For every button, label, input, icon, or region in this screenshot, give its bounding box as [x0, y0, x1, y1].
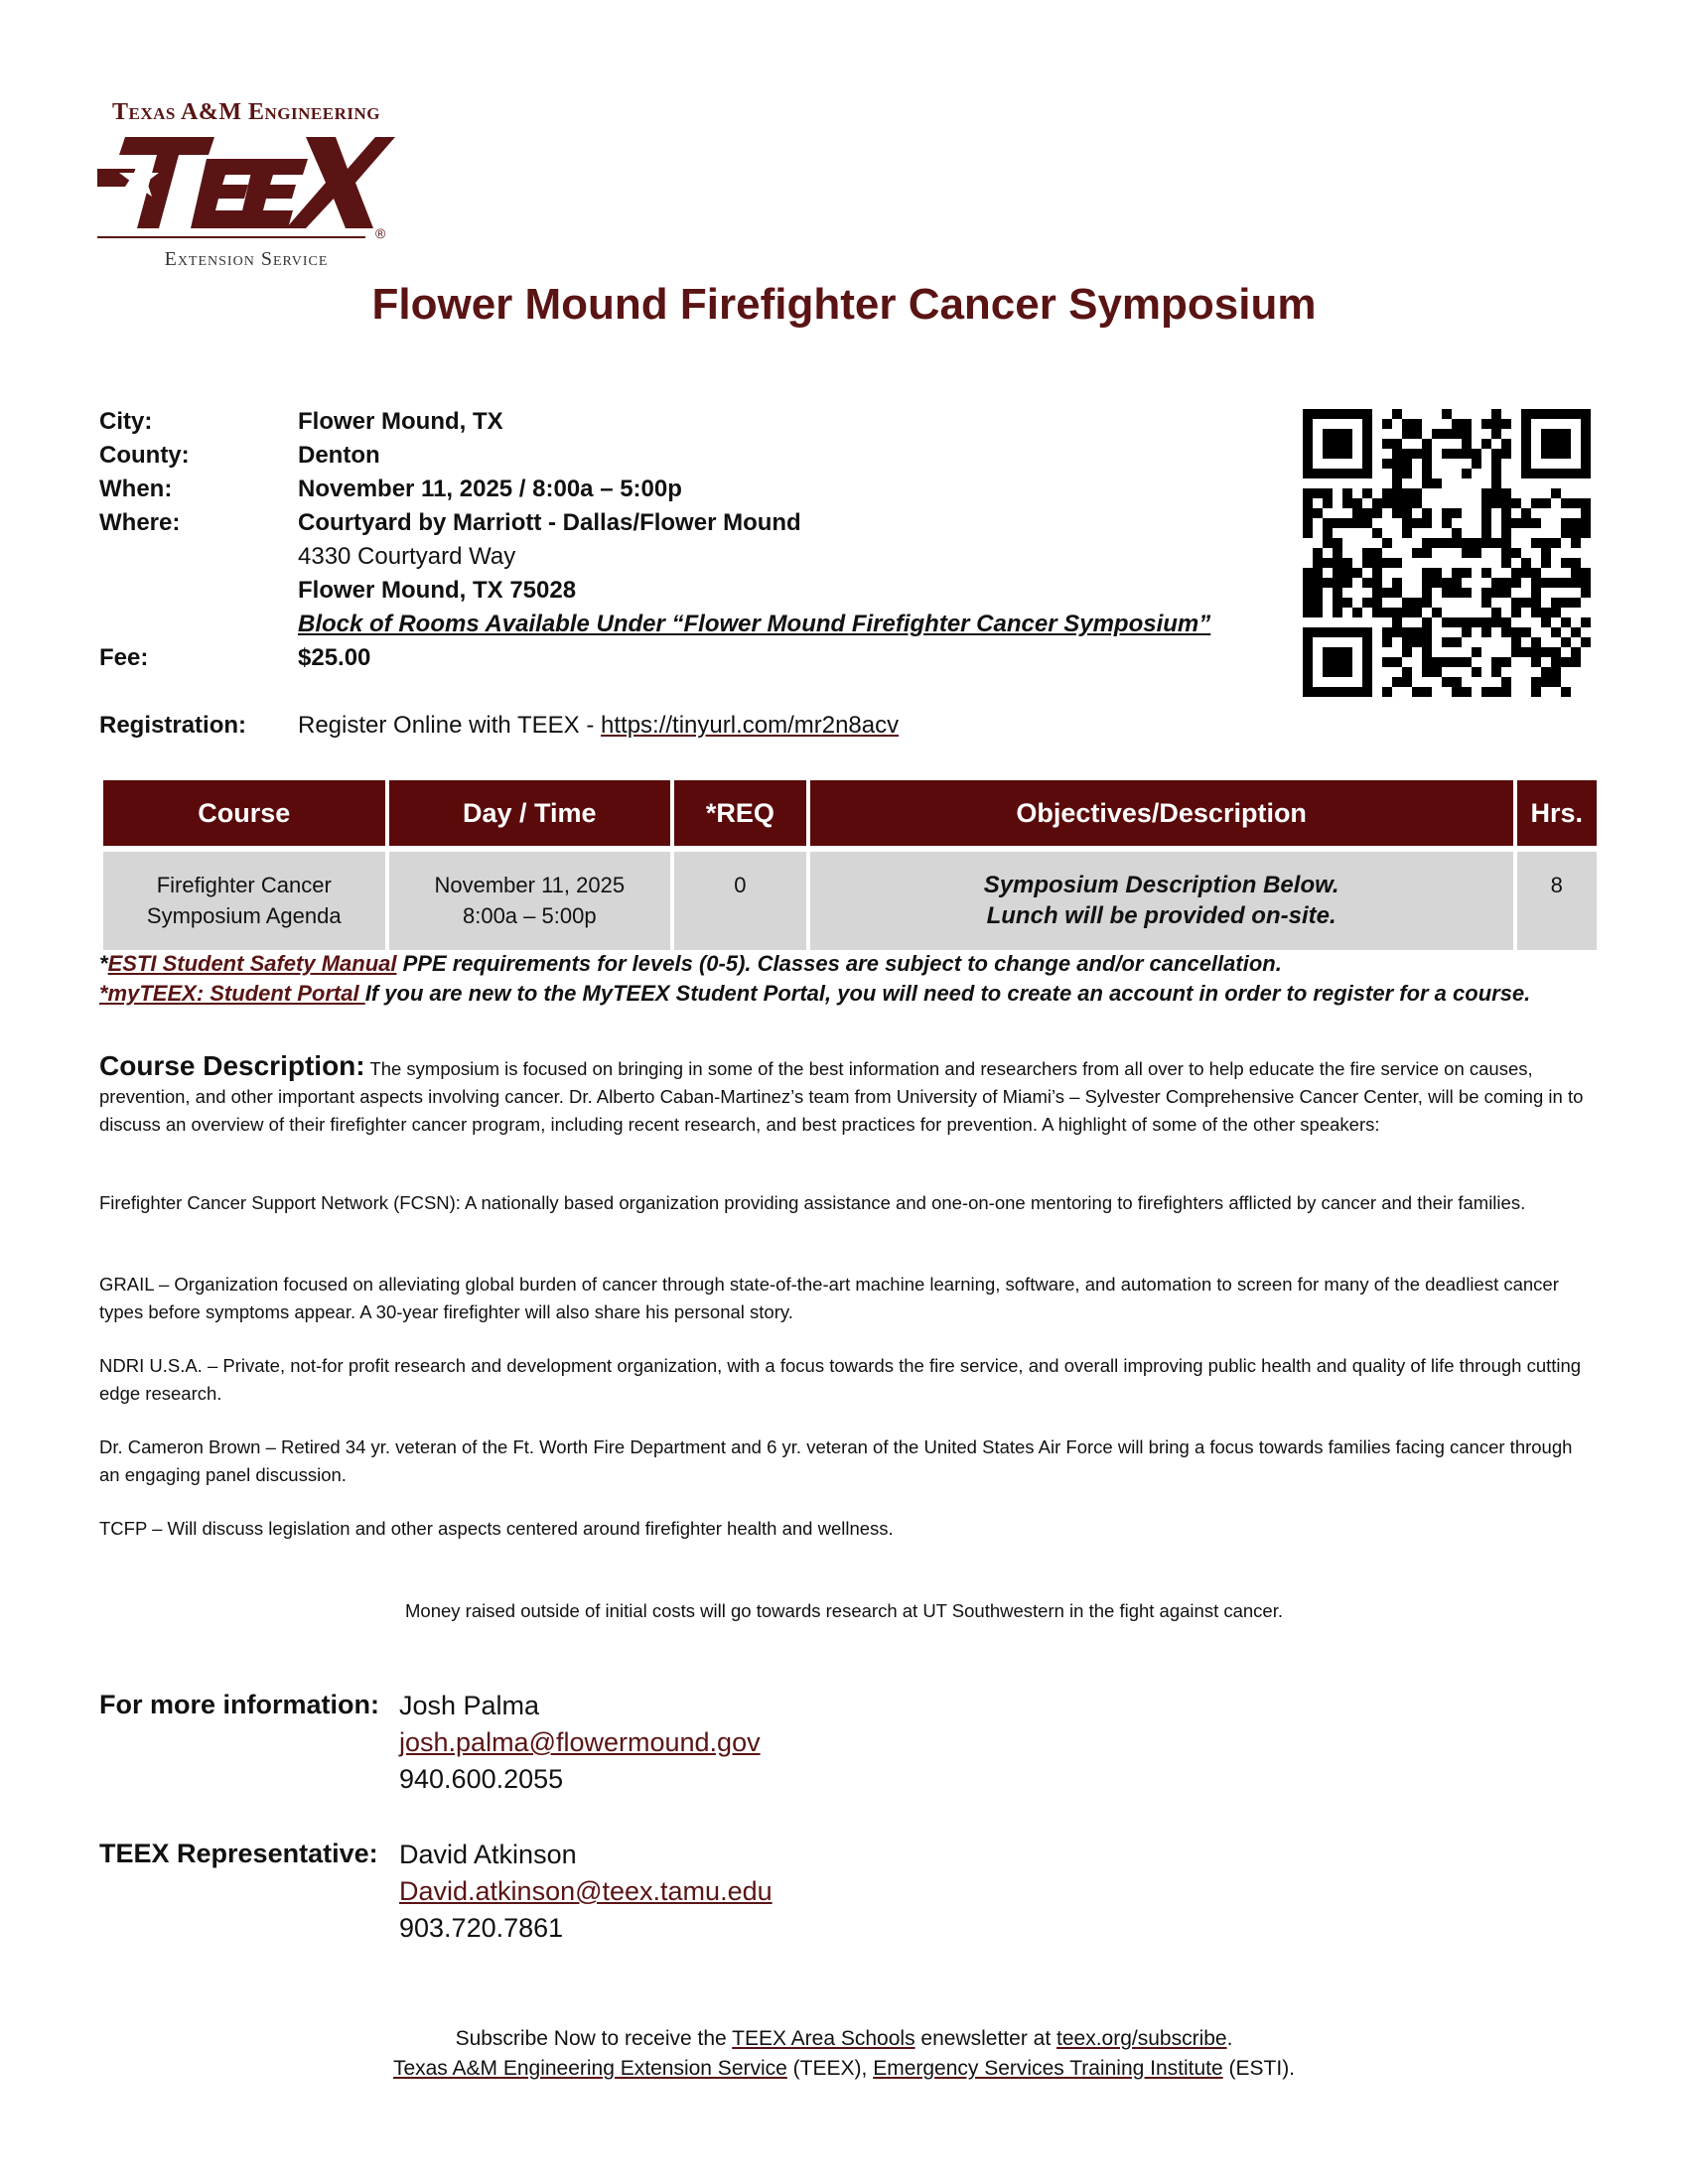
logo-top-text: Texas A&M Engineering	[112, 99, 380, 125]
footer-text-a: Subscribe Now to receive the	[455, 2027, 733, 2050]
footer-text-e: (ESTI).	[1222, 2057, 1296, 2080]
registration-link[interactable]: https://tinyurl.com/mr2n8acv	[601, 712, 900, 739]
cell-hours: 8	[1517, 852, 1597, 950]
footer-text-d: (TEEX),	[786, 2057, 874, 2080]
footer-text-b: enewsletter at	[914, 2027, 1056, 2050]
county-label: County:	[99, 442, 190, 469]
day-line1: November 11, 2025	[434, 873, 626, 897]
teex-wordmark-icon	[97, 129, 395, 240]
more-info-name: Josh Palma	[399, 1691, 540, 1720]
subscribe-link[interactable]: teex.org/subscribe	[1056, 2027, 1227, 2050]
student-portal-link[interactable]: *myTEEX: Student Portal	[99, 981, 365, 1006]
footer-line2	[0, 2057, 1688, 2081]
cell-course	[103, 852, 385, 950]
registration-text: Register Online with TEEX -	[298, 712, 602, 739]
more-info-phone: 940.600.2055	[399, 1764, 564, 1794]
esti-link[interactable]: Emergency Services Training Institute	[873, 2057, 1223, 2080]
table-row	[103, 852, 1597, 950]
header-objectives: Objectives/Description	[810, 780, 1513, 846]
header-course: Course	[103, 780, 385, 846]
where-label: Where:	[99, 509, 181, 536]
course-description	[99, 1052, 1589, 1139]
county-value: Denton	[298, 442, 380, 469]
header-day-time: Day / Time	[389, 780, 671, 846]
header-hours: Hrs.	[1517, 780, 1597, 846]
qr-code-icon[interactable]	[1303, 409, 1591, 697]
header-req: *REQ	[674, 780, 806, 846]
speaker-cameron-brown: Dr. Cameron Brown – Retired 34 yr. veteran of the Ft. Worth Fire Department and 6 yr. veteran of the United States Air Force will bring a focus towards families facing cancer through an engaging panel discussion.	[99, 1436, 1573, 1485]
desc-line1: Symposium Description Below.	[983, 872, 1339, 898]
speaker-ndri: NDRI U.S.A. – Private, not-for profit research and development organization, with a focus towards the fire service, and overall improving public health and quality of life through cutting edge research.	[99, 1355, 1582, 1404]
course-table	[99, 780, 1601, 950]
block-of-rooms-note: Block of Rooms Available Under “Flower Mound Firefighter Cancer Symposium”	[298, 611, 1211, 637]
course-description-heading: Course Description:	[99, 1050, 365, 1081]
course-description-intro: The symposium is focused on bringing in some of the best information and researchers from all over to help educate the fire service on causes, prevention, and other important aspects involving cancer. Dr. Alberto Caban-Martinez’s team from University of Miami’s – Sylvester Comprehensive Cancer Center, will be coming in to discuss an overview of their firefighter cancer program, including recent research, and best practices for prevention. A highlight of some of the other speakers:	[99, 1058, 1584, 1135]
teex-rep-name: David Atkinson	[399, 1840, 577, 1869]
more-info-label: For more information:	[99, 1690, 379, 1719]
speaker-fcsn: Firefighter Cancer Support Network (FCSN): A nationally based organization providing assistance and one-on-one mentoring to firefighters afflicted by cancer and their families.	[99, 1192, 1526, 1213]
safety-note	[99, 951, 1282, 977]
cell-description	[810, 852, 1513, 950]
where-line1: Courtyard by Marriott - Dallas/Flower Mound	[298, 509, 801, 536]
where-line3: Flower Mound, TX 75028	[298, 577, 577, 604]
registration-label: Registration:	[99, 712, 247, 739]
footer-text-c: .	[1226, 2027, 1233, 2050]
city-value: Flower Mound, TX	[298, 408, 503, 435]
registered-mark: ®	[375, 225, 386, 240]
teex-logo	[97, 99, 395, 278]
money-note: Money raised outside of initial costs will go towards research at UT Southwestern in the fight against cancer.	[405, 1600, 1283, 1621]
day-line2: 8:00a – 5:00p	[462, 903, 597, 928]
safety-manual-link[interactable]: ESTI Student Safety Manual	[107, 951, 397, 976]
page-title: Flower Mound Firefighter Cancer Symposium	[371, 280, 1317, 329]
teex-link[interactable]: Texas A&M Engineering Extension Service	[392, 2057, 787, 2080]
teex-area-schools-link[interactable]: TEEX Area Schools	[732, 2027, 915, 2050]
footer-line1	[0, 2027, 1688, 2051]
cell-day-time	[389, 852, 671, 950]
where-line2: 4330 Courtyard Way	[298, 543, 516, 570]
more-info-contact	[399, 1688, 761, 1798]
cell-req: 0	[674, 852, 806, 950]
teex-rep-phone: 903.720.7861	[399, 1913, 564, 1943]
teex-rep-label: TEEX Representative:	[99, 1839, 378, 1868]
note-asterisk: *	[99, 951, 108, 976]
course-line2: Symposium Agenda	[146, 903, 342, 928]
when-label: When:	[99, 476, 173, 502]
course-line1: Firefighter Cancer	[156, 873, 332, 897]
fee-label: Fee:	[99, 644, 149, 671]
desc-line2: Lunch will be provided on-site.	[986, 902, 1336, 929]
teex-rep-email-link[interactable]: David.atkinson@teex.tamu.edu	[399, 1876, 773, 1906]
when-value: November 11, 2025 / 8:00a – 5:00p	[298, 476, 682, 502]
speaker-grail: GRAIL – Organization focused on alleviating global burden of cancer through state-of-the-art machine learning, software, and automation to screen for many of the deadliest cancer types before symptoms appear. A 30-year firefighter will also share his personal story.	[99, 1274, 1559, 1322]
more-info-email-link[interactable]: josh.palma@flowermound.gov	[399, 1727, 761, 1757]
portal-note-text: If you are new to the MyTEEX Student Portal, you will need to create an account in order to register for a course.	[364, 981, 1531, 1006]
fee-value: $25.00	[298, 644, 371, 671]
speaker-tcfp: TCFP – Will discuss legislation and other aspects centered around firefighter health and wellness.	[99, 1518, 894, 1539]
registration-value	[298, 712, 899, 740]
safety-note-text: PPE requirements for levels (0-5). Classes are subject to change and/or cancellation.	[396, 951, 1282, 976]
portal-note	[99, 981, 1530, 1007]
city-label: City:	[99, 408, 153, 435]
teex-rep-contact	[399, 1837, 773, 1947]
logo-bottom-text: Extension Service	[164, 248, 329, 270]
